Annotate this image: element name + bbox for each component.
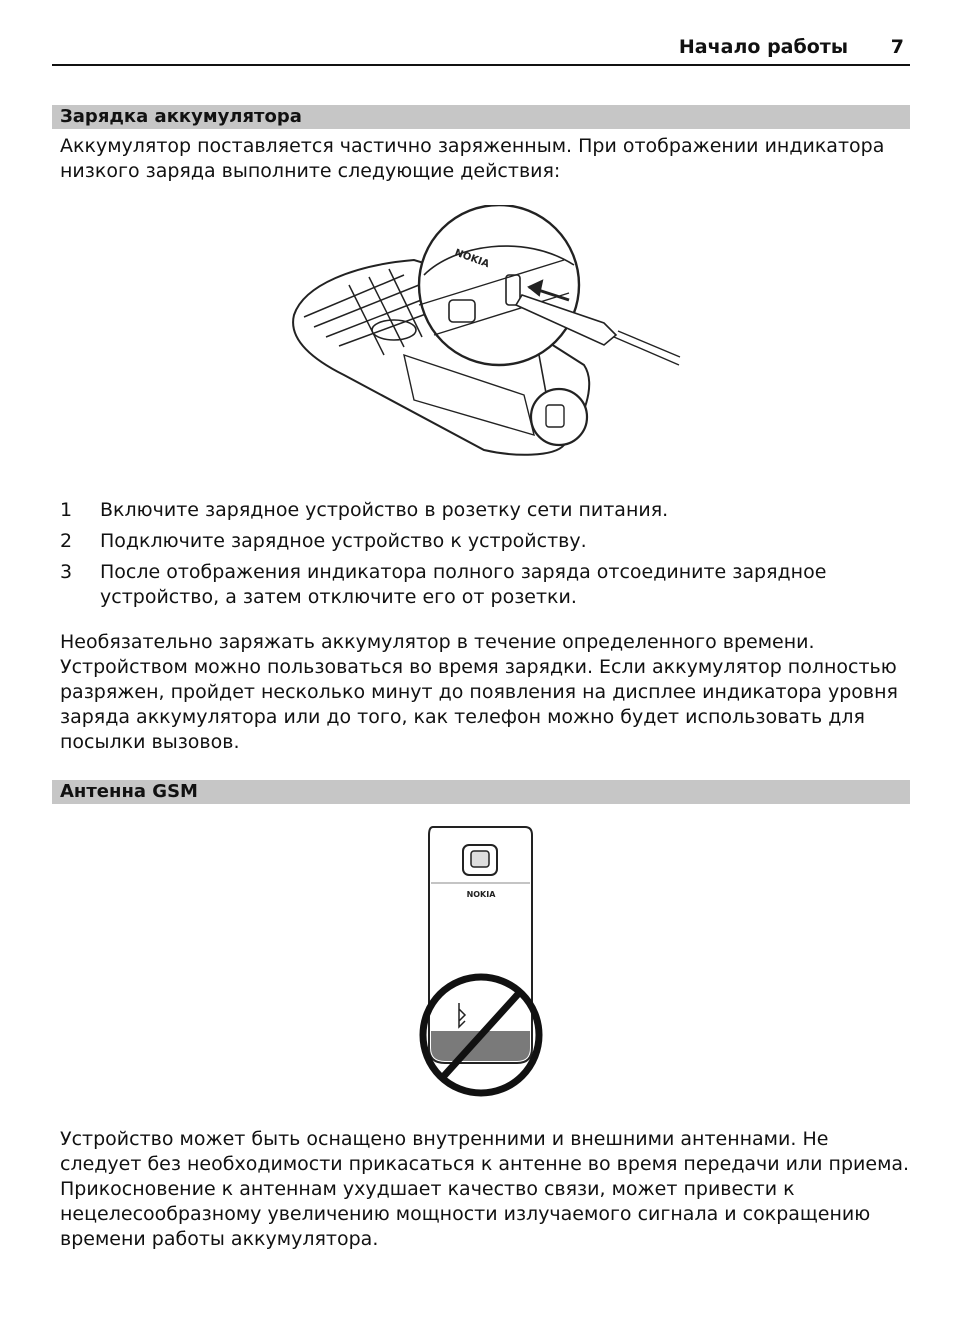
step-text: Подключите зарядное устройство к устройству. <box>100 530 587 552</box>
step-text: Включите зарядное устройство в розетку сети питания. <box>100 499 669 521</box>
section-heading-charging <box>52 105 910 129</box>
antenna-text: Устройство может быть оснащено внутренними и внешними антеннами. Не следует без необходимости прикасаться к антенне во время передачи или приема. Прикосновение к антеннам ухудшает качество связи, может привести к нецелесообразному увеличению мощности излучаемого сигнала и сокращению времени работы аккумулятора. <box>60 1128 910 1250</box>
charging-intro: Аккумулятор поставляется частично заряженным. При отображении индикатора низкого заряда выполните следующие действия: <box>60 135 885 182</box>
section-title-charging: Зарядка аккумулятора <box>60 106 302 127</box>
brand-label: NOKIA <box>452 247 491 271</box>
step-text: После отображения индикатора полного заряда отсоедините зарядное устройство, а затем отключите его от розетки. <box>100 561 827 608</box>
keypad <box>304 269 434 355</box>
antenna-illustration <box>415 823 550 1103</box>
detail-circle <box>531 389 587 445</box>
charger-cable <box>614 331 680 365</box>
display <box>404 355 534 435</box>
list-item <box>60 498 910 523</box>
section-title-antenna: Антенна GSM <box>60 781 198 802</box>
page-number: 7 <box>890 36 904 58</box>
section-heading-antenna <box>52 780 910 804</box>
header-title: Начало работы <box>678 36 848 58</box>
step-number: 1 <box>60 499 73 521</box>
charging-illustration <box>284 205 684 460</box>
step-number: 2 <box>60 530 73 552</box>
list-item <box>60 560 910 610</box>
list-item <box>60 529 910 554</box>
charging-steps <box>60 498 910 616</box>
phone-brand: NOKIA <box>466 890 496 899</box>
step-number: 3 <box>60 561 73 583</box>
charging-note: Необязательно заряжать аккумулятор в течение определенного времени. Устройством можно пользоваться во время зарядки. Если аккумулятор полностью разряжен, пройдет несколько минут до появления на дисплее индикатора уровня заряда аккумулятора или до того, как телефон можно будет использовать для посылки вызовов. <box>60 631 898 753</box>
magnifier-circle <box>419 205 579 365</box>
nav-key <box>372 320 416 340</box>
page-header <box>52 34 910 66</box>
